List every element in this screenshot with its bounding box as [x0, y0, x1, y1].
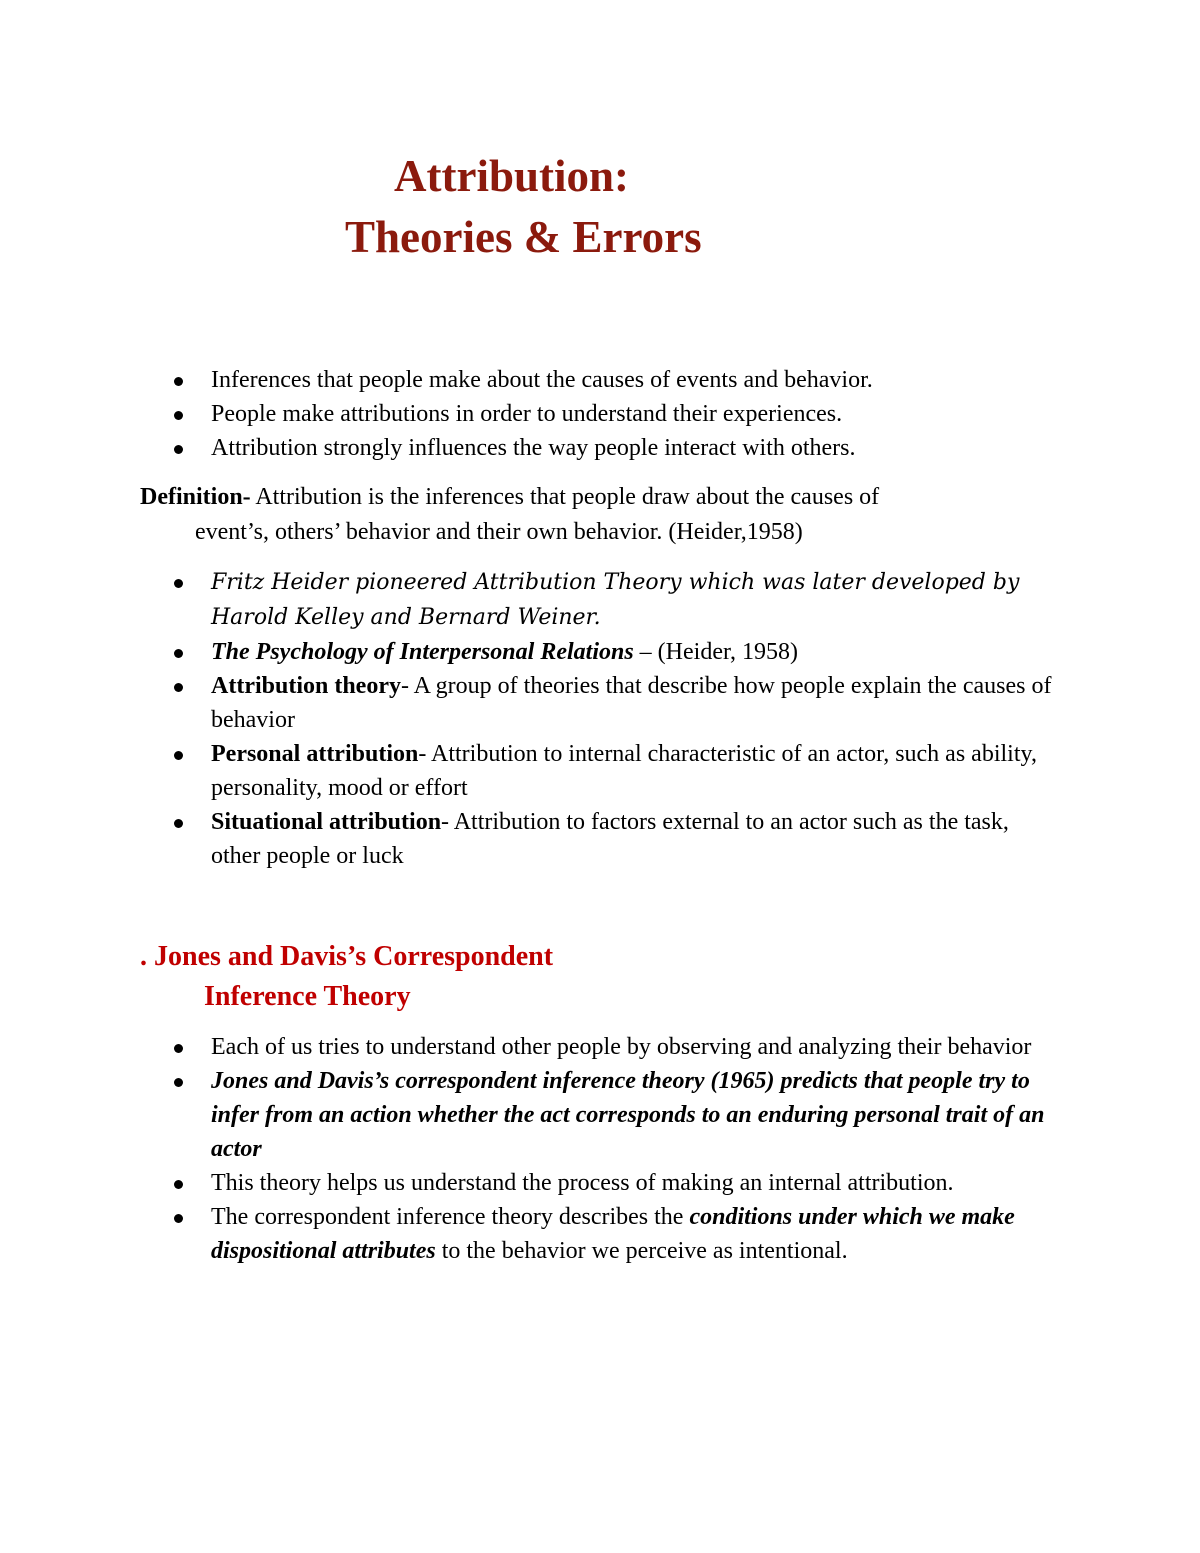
bullet-icon	[174, 683, 183, 692]
bullet-text-post: to the behavior we perceive as intentional.	[435, 1238, 848, 1264]
bullet-icon	[174, 1044, 183, 1053]
section-heading-line-1: . Jones and Davis’s Correspondent	[140, 941, 554, 972]
bullet-icon	[174, 445, 183, 454]
detail-bullet-list	[174, 565, 1054, 873]
bullet-text-pre: The correspondent inference theory describes the	[211, 1204, 690, 1230]
bullet-icon	[174, 649, 183, 658]
list-item	[174, 635, 1054, 669]
bullet-icon	[174, 1078, 183, 1087]
list-item	[174, 431, 1054, 465]
bullet-text: Inferences that people make about the causes of events and behavior.	[211, 367, 873, 393]
heider-note: Fritz Heider pioneered Attribution Theory which was later developed by Harold Kelley and Bernard Weiner.	[211, 570, 1020, 630]
list-item	[174, 737, 1054, 805]
bullet-text: People make attributions in order to understand their experiences.	[211, 401, 843, 427]
bullet-text: Jones and Davis’s correspondent inference theory (1965) predicts that people try to infer from an action whether the act corresponds to an enduring personal trait of an actor	[211, 1068, 1045, 1162]
term-attribution-theory: Attribution theory	[211, 673, 401, 699]
title-line-1: Attribution:	[394, 151, 629, 201]
definition-label: Definition-	[140, 484, 251, 510]
book-title: The Psychology of Interpersonal Relations	[211, 639, 634, 665]
list-item	[174, 1030, 1064, 1064]
list-item	[174, 669, 1054, 737]
list-item	[174, 397, 1054, 431]
section-heading	[140, 937, 553, 1017]
bullet-icon	[174, 1214, 183, 1223]
bullet-text-emphasis: conditions under which we make dispositional attributes	[211, 1204, 1015, 1264]
bullet-icon	[174, 819, 183, 828]
bullet-text: This theory helps us understand the process of making an internal attribution.	[211, 1170, 954, 1196]
list-item	[174, 565, 1054, 635]
section-bullet-list	[174, 1030, 1064, 1268]
definition-attribution-theory: - A group of theories that describe how people explain the causes of behavior	[211, 673, 1052, 733]
list-item	[174, 1064, 1064, 1166]
definition-text-line-2: event’s, others’ behavior and their own behavior. (Heider,1958)	[195, 519, 803, 545]
term-situational-attribution: Situational attribution	[211, 809, 442, 835]
list-item	[174, 363, 1054, 397]
title-line-2: Theories & Errors	[345, 212, 702, 262]
bullet-icon	[174, 411, 183, 420]
bullet-icon	[174, 1180, 183, 1189]
definition-situational-attribution: - Attribution to factors external to an actor such as the task, other people or luck	[211, 809, 1009, 869]
section-heading-line-2: Inference Theory	[204, 981, 411, 1012]
bullet-icon	[174, 579, 183, 588]
bullet-text: Attribution strongly influences the way people interact with others.	[211, 435, 856, 461]
bullet-icon	[174, 377, 183, 386]
term-personal-attribution: Personal attribution	[211, 741, 419, 767]
definition-paragraph	[140, 480, 1040, 550]
list-item	[174, 1200, 1064, 1268]
bullet-icon	[174, 751, 183, 760]
bullet-text: Each of us tries to understand other people by observing and analyzing their behavior	[211, 1034, 1032, 1060]
list-item	[174, 805, 1054, 873]
list-item	[174, 1166, 1064, 1200]
definition-personal-attribution: - Attribution to internal characteristic of an actor, such as ability, personality, mood or effort	[211, 741, 1037, 801]
book-citation: – (Heider, 1958)	[633, 639, 798, 665]
definition-text-line-1: Attribution is the inferences that people draw about the causes of	[250, 484, 880, 510]
intro-bullet-list	[174, 363, 1054, 465]
